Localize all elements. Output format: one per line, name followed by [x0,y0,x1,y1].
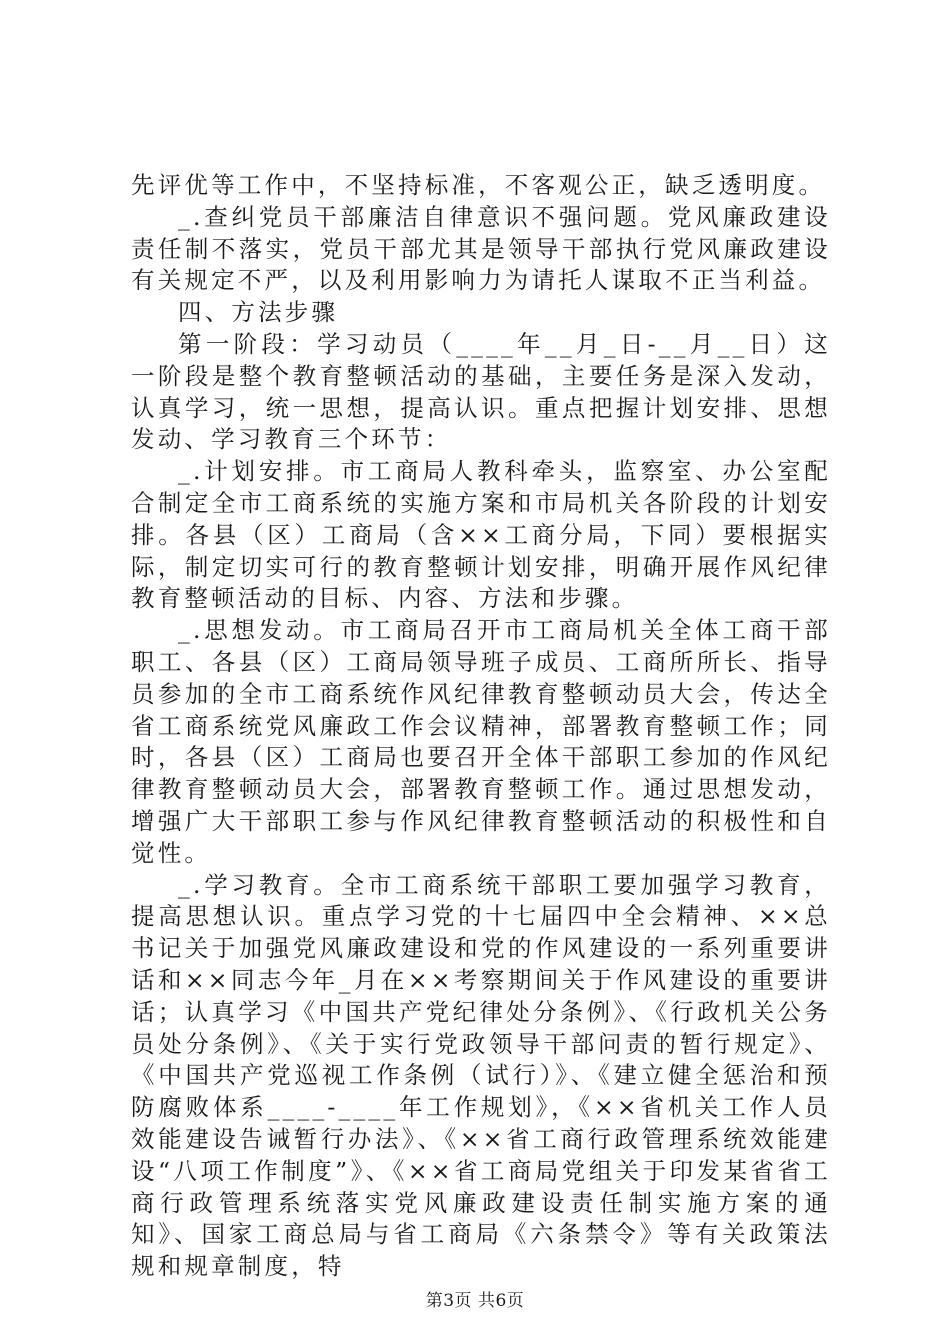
paragraph-6: _.学习教育。全市工商系统干部职工要加强学习教育，提高思想认识。重点学习党的十七届四中全会精神、××总书记关于加强党风廉政建设和党的作风建设的一系列重要讲话和××同志今年_月在××考察期间关于作风建设的重要讲话；认真学习《中国共产党纪律处分条例》、《行政机关公务员处分条例》、《关于实行党政领导干部问责的暂行规定》、《中国共产党巡视工作条例（试行）》、《建立健全惩治和预防腐败体系____-____年工作规划》，《××省机关工作人员效能建设告诫暂行办法》、《××省工商行政管理系统效能建设“八项工作制度”》、《××省工商局党组关于印发某省省工商行政管理系统落实党风廉政建设责任制实施方案的通知》、国家工商总局与省工商局《六条禁令》等有关政策法规和规章制度，特 [131,870,831,1281]
document-body [131,170,831,1283]
paragraph-5: _.思想发动。市工商局召开市工商局机关全体工商干部职工、各县（区）工商局领导班子成员、工商所所长、指导员参加的全市工商系统作风纪律教育整顿动员大会，传达全省工商系统党风廉政工作会议精神，部署教育整顿工作；同时，各县（区）工商局也要召开全体干部职工参加的作风纪律教育整顿动员大会，部署教育整顿工作。通过思想发动，增强广大干部职工参与作风纪律教育整顿活动的积极性和自觉性。 [131,616,831,867]
paragraph-1: 先评优等工作中，不坚持标准，不客观公正，缺乏透明度。 [131,171,826,199]
paragraph-4: _.计划安排。市工商局人教科牵头，监察室、办公室配合制定全市工商系统的实施方案和市局机关各阶段的计划安排。各县（区）工商局（含××工商分局，下同）要根据实际，制定切实可行的教育整顿计划安排，明确开展作风纪律教育整顿活动的目标、内容、方法和步骤。 [131,457,831,613]
page-number: 第3页 共6页 [425,1291,525,1311]
section-heading: 四、方法步骤 [178,298,339,327]
paragraph-2: _.查纠党员干部廉洁自律意识不强问题。党风廉政建设责任制不落实，党员干部尤其是领导干部执行党风廉政建设有关规定不严，以及利用影响力为请托人谋取不正当利益。 [131,202,831,295]
paragraph-3: 第一阶段：学习动员（____年__月_日-__月__日）这一阶段是整个教育整顿活动的基础，主要任务是深入发动，认真学习，统一思想，提高认识。重点把握计划安排、思想发动、学习教育三个环节： [131,329,831,454]
